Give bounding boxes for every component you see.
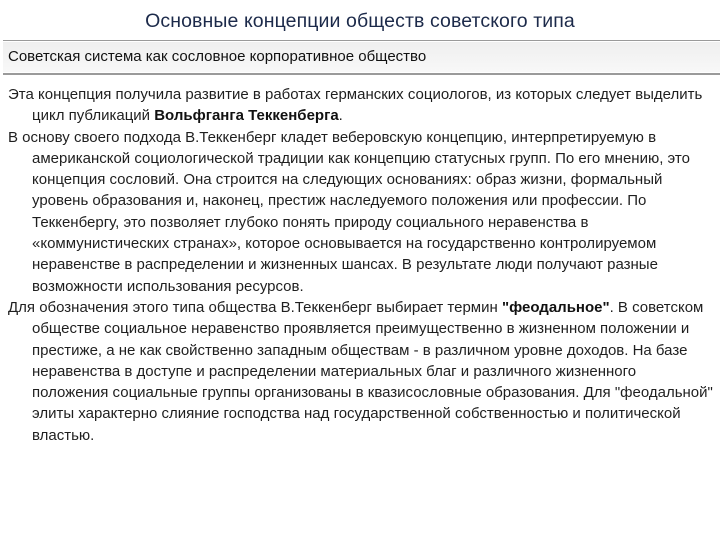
paragraph-2-text: В основу своего подхода В.Теккенберг кладет веберовскую концепцию, интерпретируемую в американской социологической традиции как концепцию статусных групп. По его мнению, это концепция сословий. Она строится на следующих основаниях: образ жизни, формальный уровень образования и, наконец, престиж наследуемого положения или профессии. По Теккенбергу, это позволяет глубоко понять природу социального неравенства в «коммунистических странах», которое основывается на государственно контролируемом неравенстве в распределении и жизненных шансах. В результате люди получают разные возможности использования ресурсов.: [8, 128, 690, 295]
top-divider: [3, 40, 720, 41]
slide-title: Основные концепции обществ советского типа: [145, 10, 575, 32]
slide-subtitle: Советская система как сословное корпоративное общество: [8, 48, 427, 65]
paragraph-1-end: .: [338, 107, 343, 125]
bottom-divider: [3, 73, 720, 75]
paragraph-3: [8, 297, 714, 446]
paragraph-1-author: Вольфганга Теккенберга: [154, 107, 339, 125]
paragraph-2: [8, 127, 714, 297]
paragraph-1-text: Эта концепция получила развитие в работах германских социологов, из которых следует выделить цикл публикаций: [8, 86, 703, 125]
paragraph-3-text: Для обозначения этого типа общества В.Теккенберг выбирает термин: [8, 298, 502, 316]
paragraph-3-term: "феодальное": [501, 298, 610, 316]
body-text: [8, 84, 714, 446]
paragraph-1: [8, 84, 714, 127]
paragraph-3-rest: . В советском обществе социальное неравенство проявляется преимущественно в жизненном положении и престиже, а не как свойственно западным обществам - в различном уровне доходов. На базе неравенства в доступе и распределении материальных благ и различного жизненного положения социальные группы организованы в квазисословные образования. Для "феодальной" элиты характерно слияние господства над государственной собственностью и политической властью.: [32, 298, 713, 444]
